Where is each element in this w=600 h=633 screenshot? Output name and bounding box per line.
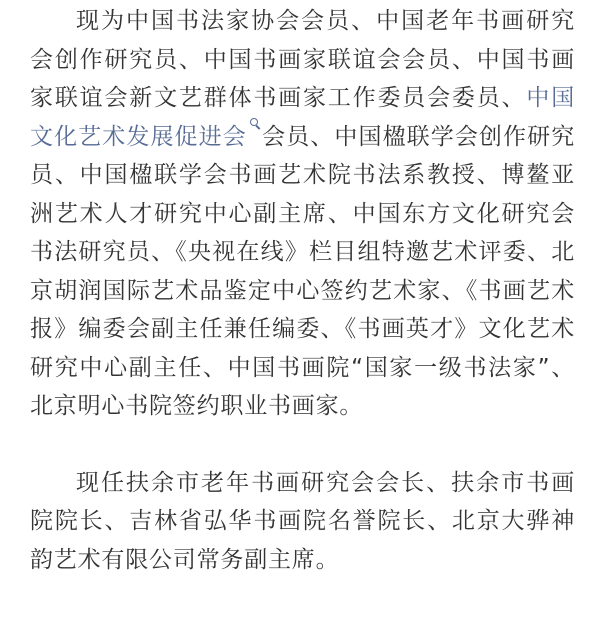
article-body [30, 0, 575, 579]
bio-paragraph-2: 现任扶余市老年书画研究会会长、扶余市书画院院长、吉林省弘华书画院名誉院长、北京大骅神韵艺术有限公司常务副主席。 [30, 469, 575, 573]
search-icon[interactable] [248, 118, 262, 132]
paragraph-1-text-before-link: 现为中国书法家协会会员、中国老年书画研究会创作研究员、中国书画家联谊会会员、中国书画家联谊会新文艺群体书画家工作委员会委员、 [30, 8, 575, 111]
paragraph-1-text-after-link: 会员、中国楹联学会创作研究员、中国楹联学会书画艺术院书法系教授、博鳌亚洲艺术人才研究中心副主席、中国东方文化研究会书法研究员、《央视在线》栏目组特邀艺术评委、北京胡润国际艺术品鉴定中心签约艺术家、《书画艺术报》编委会副主任兼任编委、《书画英才》文化艺术研究中心副主任、中国书画院“国家一级书法家”、北京明心书院签约职业书画家。 [30, 123, 576, 419]
search-keyword-link-text[interactable]: 中国文化艺术发展促进会 [30, 85, 575, 150]
bio-paragraph-1 [30, 0, 575, 426]
